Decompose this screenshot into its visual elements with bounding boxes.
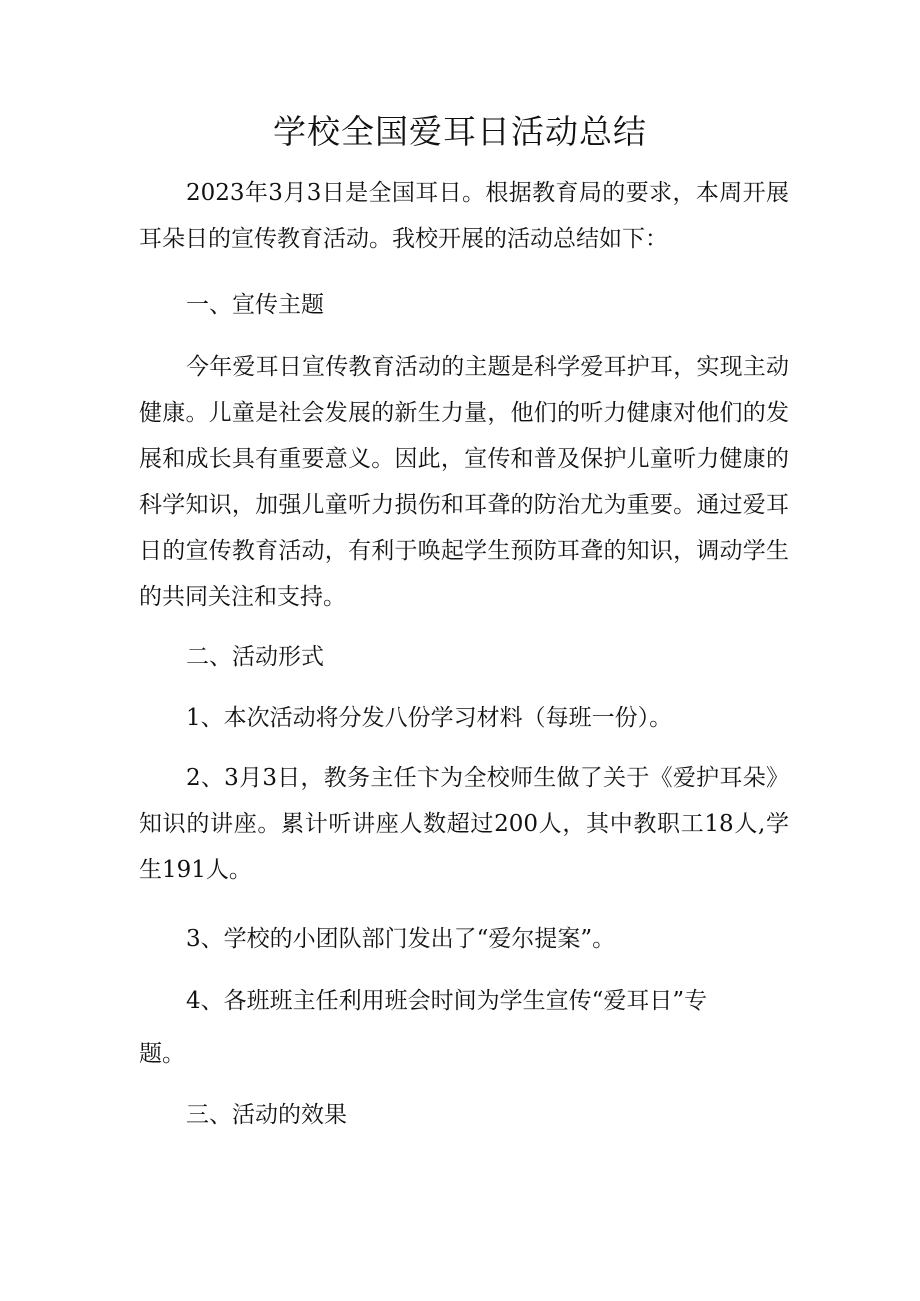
- activity-item-4-line-1: 4、各班班主任利用班会时间为学生宣传“爱耳日”专: [186, 988, 708, 1014]
- document-title: 学校全国爱耳日活动总结: [273, 112, 647, 151]
- intro-paragraph: 2023年3月3日是全国耳日。根据教育局的要求，本周开展耳朵日的宣传教育活动。我校开展的活动总结如下：: [139, 180, 789, 252]
- activity-item-2: 2、3月3日，教务主任卞为全校师生做了关于《爱护耳朵》知识的讲座。累计听讲座人数超过200人，其中教职工18人,学生191人。: [139, 765, 789, 883]
- activity-item-3: 3、学校的小团队部门发出了“爱尔提案”。: [186, 926, 616, 952]
- section-heading-activities: 二、活动形式: [186, 644, 324, 670]
- activity-item-1: 1、本次活动将分发八份学习材料（每班一份）。: [186, 705, 673, 731]
- activity-item-4-line-2: 题。: [139, 1041, 185, 1067]
- theme-paragraph: 今年爱耳日宣传教育活动的主题是科学爱耳护耳，实现主动健康。儿童是社会发展的新生力量，他们的听力健康对他们的发展和成长具有重要意义。因此，宣传和普及保护儿童听力健康的科学知识，加强儿童听力损伤和耳聋的防治尤为重要。通过爱耳日的宣传教育活动，有利于唤起学生预防耳聋的知识，调动学生的共同关注和支持。: [139, 354, 789, 610]
- section-heading-theme: 一、宣传主题: [186, 292, 324, 318]
- section-heading-effects: 三、活动的效果: [186, 1102, 347, 1128]
